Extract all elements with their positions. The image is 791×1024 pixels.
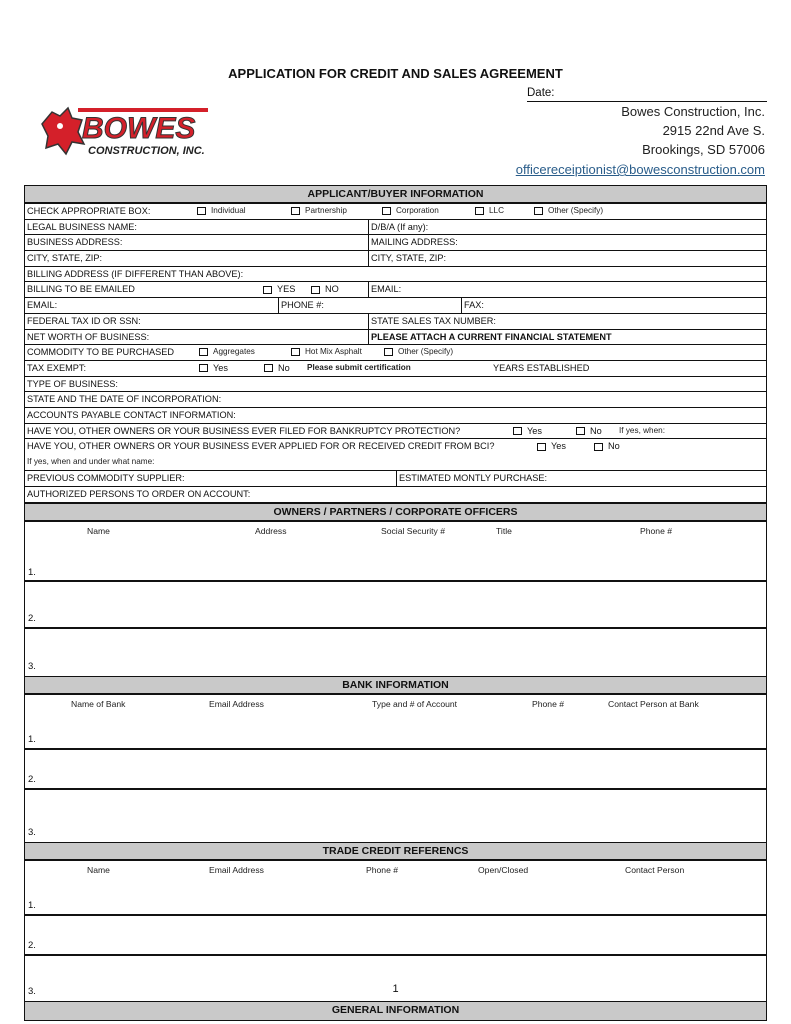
section-applicant-header: APPLICANT/BUYER INFORMATION	[25, 186, 766, 204]
owners-row-2[interactable]	[25, 582, 766, 629]
bankruptcy-row	[25, 424, 766, 440]
owners-row-3[interactable]	[25, 629, 766, 677]
state-sales-tax-field[interactable]: STATE SALES TAX NUMBER:	[371, 315, 496, 326]
certification-note: Please submit certification	[307, 362, 411, 372]
col-phone: Phone #	[532, 698, 565, 709]
ap-contact-field[interactable]: ACCOUNTS PAYABLE CONTACT INFORMATION:	[27, 409, 236, 420]
net-worth-row	[25, 330, 766, 346]
col-name: Name	[87, 864, 110, 875]
col-phone: Phone #	[366, 864, 399, 875]
checkbox-other[interactable]: Other (Specify)	[532, 204, 603, 218]
checkbox-corporation[interactable]: Corporation	[380, 204, 439, 218]
company-address-line2: Brookings, SD 57006	[642, 142, 765, 157]
bankruptcy-question: HAVE YOU, OTHER OWNERS OR YOUR BUSINESS EVER FILED FOR BANKRUPTCY PROTECTION?	[27, 425, 461, 436]
checkbox-individual[interactable]: Individual	[195, 204, 246, 218]
bank-row-3[interactable]	[25, 790, 766, 843]
section-general-header: GENERAL INFORMATION	[25, 1002, 766, 1020]
col-name: Name	[87, 525, 110, 536]
col-address: Address	[255, 525, 287, 536]
checkbox-credit-yes[interactable]: Yes	[535, 439, 566, 453]
billing-email-field[interactable]: EMAIL:	[371, 284, 402, 295]
row-number: 3.	[28, 985, 36, 997]
checkbox-billing-yes[interactable]: YES	[261, 282, 295, 296]
billing-address-row	[25, 267, 766, 283]
tax-id-row	[25, 314, 766, 330]
legal-name-row	[25, 220, 766, 236]
supplier-row	[25, 471, 766, 487]
document-title: APPLICATION FOR CREDIT AND SALES AGREEMENT	[228, 66, 563, 81]
billing-address-field[interactable]: BILLING ADDRESS (IF DIFFERENT THAN ABOVE):	[27, 268, 244, 279]
estimated-monthly-field[interactable]: ESTIMATED MONTLY PURCHASE:	[399, 473, 548, 484]
company-address-line1: 2915 22nd Ave S.	[662, 123, 765, 138]
checkbox-bankruptcy-yes[interactable]: Yes	[511, 424, 542, 438]
section-owners-header: OWNERS / PARTNERS / CORPORATE OFFICERS	[25, 503, 766, 522]
company-name: Bowes Construction, Inc.	[621, 104, 765, 119]
svg-text:CONSTRUCTION, INC.: CONSTRUCTION, INC.	[88, 145, 205, 157]
row-number: 3.	[28, 660, 36, 672]
col-ssn: Social Security #	[381, 525, 446, 536]
fax-field[interactable]: FAX:	[464, 300, 484, 311]
bci-credit-question: HAVE YOU, OTHER OWNERS OR YOUR BUSINESS EVER APPLIED FOR OR RECEIVED CREDIT FROM BCI?	[27, 441, 495, 452]
section-bank-header: BANK INFORMATION	[25, 677, 766, 695]
checkbox-partnership[interactable]: Partnership	[289, 204, 347, 218]
bowes-logo	[38, 104, 218, 162]
bank-row-2[interactable]	[25, 750, 766, 790]
row-number: 1.	[28, 566, 36, 578]
col-contact: Contact Person at Bank	[608, 698, 699, 709]
type-of-business-field[interactable]: TYPE OF BUSINESS:	[27, 378, 118, 389]
bank-row-1[interactable]	[25, 695, 766, 750]
col-bank-name: Name of Bank	[71, 698, 126, 709]
previous-supplier-field[interactable]: PREVIOUS COMMODITY SUPPLIER:	[27, 473, 185, 484]
bankruptcy-when-field[interactable]: If yes, when:	[619, 425, 665, 435]
billing-emailed-label: BILLING TO BE EMAILED	[27, 284, 135, 295]
address-row	[25, 235, 766, 251]
row-number: 2.	[28, 939, 36, 951]
row-number: 2.	[28, 773, 36, 785]
financial-statement-note: PLEASE ATTACH A CURRENT FINANCIAL STATEMENT	[371, 331, 612, 342]
type-business-row	[25, 377, 766, 393]
incorporation-row	[25, 392, 766, 408]
col-account: Type and # of Account	[372, 698, 458, 709]
phone-field[interactable]: PHONE #:	[281, 300, 324, 311]
row-number: 3.	[28, 826, 36, 838]
incorporation-field[interactable]: STATE AND THE DATE OF INCORPORATION:	[27, 394, 222, 405]
city-row	[25, 251, 766, 267]
entity-type-row	[25, 204, 766, 220]
bci-credit-row	[25, 439, 766, 471]
date-label: Date:	[527, 87, 555, 99]
row-number: 2.	[28, 612, 36, 624]
contact-row	[25, 298, 766, 314]
legal-name-field[interactable]: LEGAL BUSINESS NAME:	[27, 221, 137, 232]
col-contact: Contact Person	[625, 864, 685, 875]
trade-row-1[interactable]	[25, 861, 766, 916]
checkbox-hot-mix-asphalt[interactable]: Hot Mix Asphalt	[289, 345, 362, 359]
page-number: 1	[392, 983, 399, 995]
row-number: 1.	[28, 899, 36, 911]
company-email-link[interactable]: officereceiptionist@bowesconstruction.com	[515, 162, 765, 177]
mailing-address-field[interactable]: MAILING ADDRESS:	[371, 237, 458, 248]
checkbox-credit-no[interactable]: No	[592, 439, 620, 453]
col-title: Title	[496, 525, 512, 536]
ap-contact-row	[25, 408, 766, 424]
billing-email-row	[25, 282, 766, 298]
col-email: Email Address	[209, 864, 264, 875]
dba-field[interactable]: D/B/A (If any):	[371, 221, 429, 232]
years-established-field[interactable]: YEARS ESTABLISHED	[493, 362, 590, 373]
checkbox-tax-exempt-yes[interactable]: Yes	[197, 361, 228, 375]
mailing-city-state-zip-field[interactable]: CITY, STATE, ZIP:	[371, 253, 447, 264]
col-email: Email Address	[209, 698, 264, 709]
email-field[interactable]: EMAIL:	[27, 300, 58, 311]
tax-id-field[interactable]: FEDERAL TAX ID OR SSN:	[27, 315, 141, 326]
trade-row-2[interactable]	[25, 916, 766, 956]
checkbox-bankruptcy-no[interactable]: No	[574, 424, 602, 438]
tax-exempt-row	[25, 361, 766, 377]
net-worth-field[interactable]: NET WORTH OF BUSINESS:	[27, 331, 150, 342]
checkbox-llc[interactable]: LLC	[473, 204, 504, 218]
col-open-closed: Open/Closed	[478, 864, 529, 875]
owners-row-1[interactable]	[25, 522, 766, 582]
section-trade-header: TRADE CREDIT REFERENCS	[25, 843, 766, 861]
checkbox-tax-exempt-no[interactable]: No	[262, 361, 290, 375]
credit-application-form	[24, 185, 767, 1021]
city-state-zip-field[interactable]: CITY, STATE, ZIP:	[27, 253, 103, 264]
business-address-field[interactable]: BUSINESS ADDRESS:	[27, 237, 123, 248]
commodity-label: COMMODITY TO BE PURCHASED	[27, 347, 175, 358]
date-line[interactable]	[527, 101, 767, 102]
checkbox-billing-no[interactable]: NO	[309, 282, 339, 296]
commodity-row	[25, 345, 766, 361]
authorized-row	[25, 487, 766, 503]
svg-text:BOWES: BOWES	[82, 112, 196, 145]
tax-exempt-label: TAX EXEMPT:	[27, 362, 87, 373]
checkbox-commodity-other[interactable]: Other (Specify)	[382, 345, 453, 359]
col-phone: Phone #	[640, 525, 673, 536]
credit-when-name-field[interactable]: If yes, when and under what name:	[27, 457, 155, 467]
checkbox-aggregates[interactable]: Aggregates	[197, 345, 255, 359]
row-number: 1.	[28, 733, 36, 745]
check-box-label: CHECK APPROPRIATE BOX:	[27, 206, 151, 216]
authorized-persons-field[interactable]: AUTHORIZED PERSONS TO ORDER ON ACCOUNT:	[27, 489, 251, 499]
